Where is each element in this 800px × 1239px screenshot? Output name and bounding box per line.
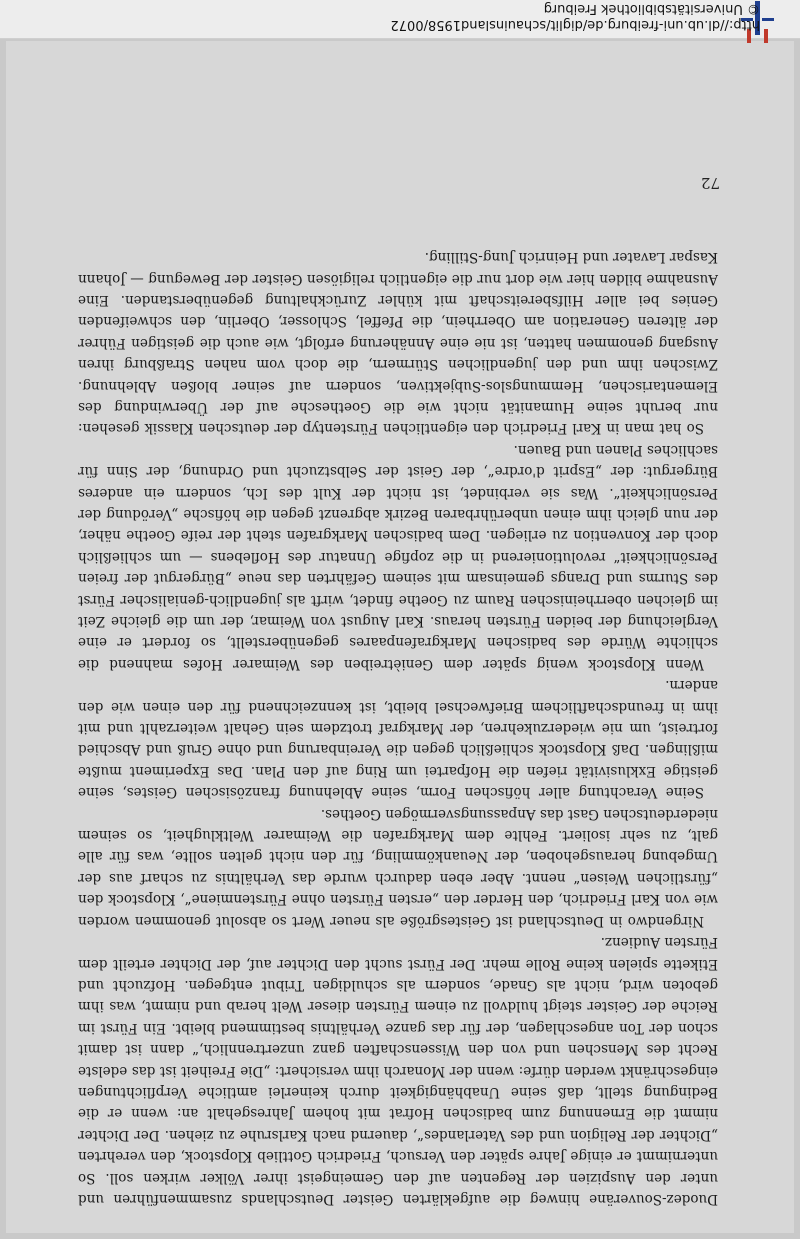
- paragraph: So hat man in Karl Friedrich den eigentlichen Fürstentyp der deutschen Klassik gesehen: nur beruht seine Humanität nicht wie die Goethesche auf der Überwindung des Elementarischen, Hemmungslos-Subjektiven, sondern auf seiner bloßen Ablehnung. Zwischen ihm und den jugendlichen Stürmern, die doch vom nahen Straßburg ihren Ausgang genommen hatten, ist nie eine Annäherung erfolgt, wie auch die geistigen Führer der älteren Generation am Oberrhein, die Pfeffel, Schlosser, Oberlin, den schweifenden Genies bei aller Hilfsbereitschaft mit kühler Zurückhaltung gegenüberstanden. Eine Ausnahme bilden hier wie dort nur die eigentlich religiösen Geister der Bewegung — Johann Kaspar Lavater und Heinrich Jung-Stilling.: [78, 249, 718, 437]
- paragraph: Duodez-Souveräne hinweg die aufgeklärten Geister Deutschlands zusammenführen und unter den Auspizien der Regenten auf den Gemeingeist ihrer Völker wirken soll. So unternimmt er einige Jahre später den Versuch, Friedrich Gottlieb Klopstock, den verehrten „Dichter der Religion und des Vaterlandes“, dauernd nach Karlsruhe zu ziehen. Der Dichter nimmt die Ernennung zum badischen Hofrat mit hohem Jahresgehalt an: wenn er die Bedingung stellt, daß seine Unabhängigkeit durch keinerlei amtliche Verpflichtungen eingeschränkt werden dürfe: wenn der Monarch ihm versichert: „Die Freiheit ist das edelste Recht des Menschen und von den Wissenschaften ganz unzertrennlich,“ dann ist damit schon der Ton angeschlagen, der für das ganze Verhältnis bestimmend bleibt. Ein Fürst im Reiche der Geister steigt huldvoll zu einem Fürsten dieser Welt herab und nimmt, was ihm geboten wird, nicht als Gnade, sondern als schuldigen Tribut entgegen. Hofzucht und Etikette spielen keine Rolle mehr. Der Fürst sucht den Dichter auf, der Dichter erteilt dem Fürsten Audienz.: [78, 934, 718, 1207]
- paragraph: Seine Verachtung aller höfischen Form, seine Ablehnung französischen Geistes, seine geistige Exklusivität riefen die Hofpartei um Ring auf den Plan. Das Experiment mußte mißlingen. Daß Klopstock schließlich gegen die Vereinbarung und ohne Gruß und Abschied fortreist, um nie wiederzukehren, der Markgraf trotzdem sein Gehalt weiterzahlt und mit ihm in freundschaftlichem Briefwechsel bleibt, ist kennzeichnend für den einen wie den andern.: [78, 677, 718, 801]
- page-number: 72: [700, 174, 720, 192]
- body-text: [78, 209, 718, 1209]
- paragraph: Wenn Klopstock wenig später dem Geniètreiben des Weimarer Hofes mahnend die schlichte Würde des badischen Markgrafenpaares gegenüberstellt, so fordert er eine Vergleichung der beiden Fürsten heraus. Karl August von Weimar, der um die gleiche Zeit im gleichen oberrheinischen Raum zu Goethe findet, wirft als jugendlich-genialischer Fürst des Sturms und Drangs gemeinsam mit seinem Gefährten das neue „Bürgergut der freien Persönlichkeit“ revolutionierend in die zopfige Unnatur des Hoflebens — um schließlich doch der Konvention zu erliegen. Dem badischen Markgrafen steht der reife Goethe näher, der nun gleich ihm einen unberührbaren Bezirk abgrenzt gegen die höfische „Verödung der Persönlichkeit“. Was sie verbindet, ist nicht der Kult des Ich, sondern ein anderes Bürgergut: der „Esprit d'ordre“, der Geist der Selbstzucht und Ordnung, der Sinn für sachliches Planen und Bauen.: [78, 441, 718, 672]
- copyright-notice: © Universitätsbibliothek Freiburg: [543, 1, 760, 16]
- paragraph: Nirgendwo in Deutschland ist Geistesgröße als neuer Wert so absolut genommen worden wie von Karl Friedrich, den Herder den „ersten Fürsten ohne Fürstenmiene“, Klopstock den „fürstlichen Weisen“ nennt. Aber eben dadurch wurde das Verhältnis zu scharf aus der Umgebung herausgehoben, der Neuankömmling, für den nicht gelten sollte, was für alle galt, zu sehr isoliert. Fehlte dem Markgrafen die Weimarer Weltklugheit, so seinem niederdeutschen Gast das Anpassungsvermögen Goethes.: [78, 805, 718, 929]
- document-url[interactable]: http://dl.ub.uni-freiburg.de/diglit/schauinsland1958/0072: [390, 17, 760, 32]
